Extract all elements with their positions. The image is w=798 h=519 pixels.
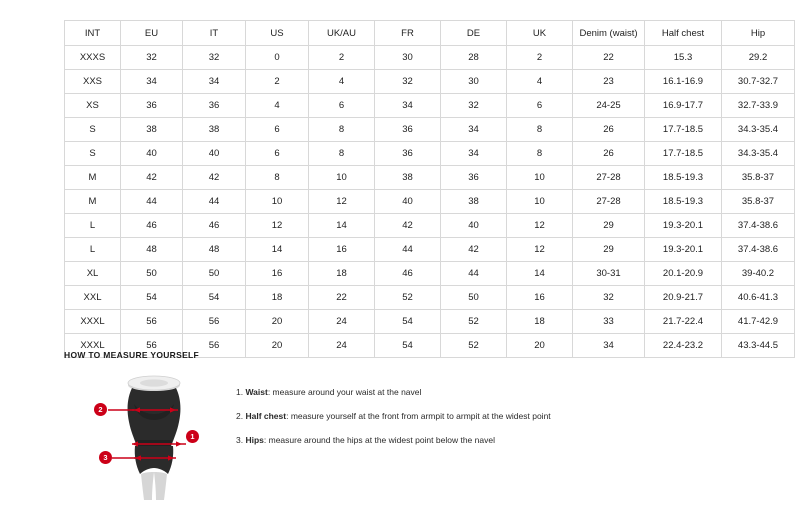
table-cell: 30 [375, 46, 441, 70]
table-cell: 44 [441, 262, 507, 286]
table-cell: 46 [183, 214, 246, 238]
table-cell: 6 [507, 94, 573, 118]
how-to-measure-title: HOW TO MEASURE YOURSELF [64, 350, 200, 360]
table-cell: 16.9-17.7 [645, 94, 722, 118]
table-cell: XXXL [65, 334, 121, 358]
table-cell: XL [65, 262, 121, 286]
table-cell: 37.4-38.6 [722, 238, 795, 262]
measure-step-text: : measure around your waist at the navel [267, 387, 422, 397]
table-cell: XS [65, 94, 121, 118]
table-cell: 48 [121, 238, 183, 262]
table-row [65, 70, 795, 94]
table-cell: 34.3-35.4 [722, 118, 795, 142]
table-row [65, 310, 795, 334]
table-cell: 8 [309, 142, 375, 166]
table-cell: 32 [573, 286, 645, 310]
table-header-cell: Denim (waist) [573, 21, 645, 46]
table-header-cell: FR [375, 21, 441, 46]
measure-step-text: : measure yourself at the front from armpit to armpit at the widest point [286, 411, 551, 421]
table-row [65, 118, 795, 142]
table-cell: XXS [65, 70, 121, 94]
table-cell: 8 [507, 118, 573, 142]
measure-step-number: 3. [236, 435, 244, 445]
table-cell: M [65, 166, 121, 190]
table-cell: 34 [375, 94, 441, 118]
table-cell: 56 [121, 334, 183, 358]
measure-step [236, 410, 726, 422]
table-cell: 24-25 [573, 94, 645, 118]
table-cell: 38 [375, 166, 441, 190]
table-cell: 4 [309, 70, 375, 94]
table-row [65, 166, 795, 190]
table-cell: 0 [246, 46, 309, 70]
table-cell: 50 [183, 262, 246, 286]
table-row [65, 262, 795, 286]
table-cell: 10 [246, 190, 309, 214]
table-cell: 30 [441, 70, 507, 94]
table-cell: M [65, 190, 121, 214]
table-header-cell: UK/AU [309, 21, 375, 46]
table-cell: 43.3-44.5 [722, 334, 795, 358]
table-cell: 46 [375, 262, 441, 286]
table-cell: 34.3-35.4 [722, 142, 795, 166]
table-cell: 27-28 [573, 166, 645, 190]
table-cell: 22 [309, 286, 375, 310]
table-cell: 50 [121, 262, 183, 286]
table-cell: 48 [183, 238, 246, 262]
measure-step-text: : measure around the hips at the widest point below the navel [263, 435, 495, 445]
table-cell: 8 [309, 118, 375, 142]
table-cell: 46 [121, 214, 183, 238]
table-cell: 4 [246, 94, 309, 118]
table-cell: 20 [246, 334, 309, 358]
table-cell: 52 [441, 310, 507, 334]
table-cell: 56 [183, 334, 246, 358]
table-cell: 35.8-37 [722, 190, 795, 214]
how-to-measure-section [64, 350, 734, 504]
table-cell: 29 [573, 214, 645, 238]
measure-badge-3: 3 [99, 451, 112, 464]
table-cell: 16 [246, 262, 309, 286]
table-cell: 20.1-20.9 [645, 262, 722, 286]
table-cell: 10 [507, 190, 573, 214]
table-cell: 27-28 [573, 190, 645, 214]
how-to-measure-body [64, 374, 734, 504]
table-header-cell: US [246, 21, 309, 46]
table-cell: 52 [441, 334, 507, 358]
measure-steps-list [236, 386, 726, 458]
table-cell: 18 [246, 286, 309, 310]
table-cell: 28 [441, 46, 507, 70]
table-cell: 14 [309, 214, 375, 238]
table-cell: 2 [309, 46, 375, 70]
table-cell: 18.5-19.3 [645, 166, 722, 190]
table-cell: 10 [309, 166, 375, 190]
table-cell: L [65, 214, 121, 238]
table-cell: L [65, 238, 121, 262]
table-cell: 34 [441, 118, 507, 142]
table-header-cell: UK [507, 21, 573, 46]
table-header-cell: Half chest [645, 21, 722, 46]
table-cell: 40 [183, 142, 246, 166]
table-cell: 42 [441, 238, 507, 262]
table-cell: 23 [573, 70, 645, 94]
mannequin-figure-icon [98, 374, 218, 504]
table-cell: 12 [309, 190, 375, 214]
table-cell: 40 [121, 142, 183, 166]
table-cell: S [65, 118, 121, 142]
table-cell: 16 [507, 286, 573, 310]
table-cell: 33 [573, 310, 645, 334]
table-cell: 16.1-16.9 [645, 70, 722, 94]
table-cell: 34 [121, 70, 183, 94]
table-cell: 34 [183, 70, 246, 94]
table-row [65, 214, 795, 238]
table-cell: 42 [121, 166, 183, 190]
table-header-row [65, 21, 795, 46]
table-cell: 12 [507, 238, 573, 262]
table-row [65, 142, 795, 166]
measure-badge-1: 1 [186, 430, 199, 443]
table-cell: 26 [573, 142, 645, 166]
table-cell: 54 [183, 286, 246, 310]
table-cell: 40 [375, 190, 441, 214]
table-cell: 17.7-18.5 [645, 118, 722, 142]
table-row [65, 286, 795, 310]
table-cell: 18 [309, 262, 375, 286]
table-cell: 16 [309, 238, 375, 262]
table-row [65, 190, 795, 214]
table-cell: 18 [507, 310, 573, 334]
table-cell: 42 [375, 214, 441, 238]
table-cell: 32 [183, 46, 246, 70]
table-cell: 41.7-42.9 [722, 310, 795, 334]
table-cell: 18.5-19.3 [645, 190, 722, 214]
table-cell: 15.3 [645, 46, 722, 70]
measure-step-term: Half chest [245, 411, 287, 421]
measure-badge-2: 2 [94, 403, 107, 416]
table-cell: 6 [246, 118, 309, 142]
table-cell: 19.3-20.1 [645, 238, 722, 262]
table-cell: 56 [183, 310, 246, 334]
table-cell: 44 [183, 190, 246, 214]
table-cell: 20 [507, 334, 573, 358]
table-cell: 4 [507, 70, 573, 94]
table-cell: 35.8-37 [722, 166, 795, 190]
size-chart-table [64, 20, 795, 358]
table-cell: 36 [121, 94, 183, 118]
table-cell: 21.7-22.4 [645, 310, 722, 334]
table-cell: 14 [246, 238, 309, 262]
table-cell: 26 [573, 118, 645, 142]
measure-step-number: 2. [236, 411, 244, 421]
table-cell: 14 [507, 262, 573, 286]
table-cell: 6 [246, 142, 309, 166]
size-chart-table-wrapper [64, 20, 779, 358]
table-cell: 36 [375, 118, 441, 142]
table-header-cell: EU [121, 21, 183, 46]
table-cell: 32.7-33.9 [722, 94, 795, 118]
table-cell: 50 [441, 286, 507, 310]
table-cell: 8 [507, 142, 573, 166]
table-cell: 38 [441, 190, 507, 214]
table-header-cell: IT [183, 21, 246, 46]
table-cell: 52 [375, 286, 441, 310]
table-cell: 29.2 [722, 46, 795, 70]
table-cell: 39-40.2 [722, 262, 795, 286]
table-cell: XXL [65, 286, 121, 310]
measure-step-number: 1. [236, 387, 244, 397]
table-cell: 32 [375, 70, 441, 94]
table-cell: XXXS [65, 46, 121, 70]
mannequin-illustration [98, 374, 218, 504]
table-cell: 10 [507, 166, 573, 190]
measure-step-term: Waist [245, 387, 268, 397]
table-header-cell: Hip [722, 21, 795, 46]
table-cell: 2 [246, 70, 309, 94]
table-cell: 38 [183, 118, 246, 142]
table-cell: 40.6-41.3 [722, 286, 795, 310]
table-cell: 32 [441, 94, 507, 118]
table-cell: 24 [309, 310, 375, 334]
table-cell: 44 [375, 238, 441, 262]
table-cell: 38 [121, 118, 183, 142]
table-cell: 2 [507, 46, 573, 70]
table-cell: 20.9-21.7 [645, 286, 722, 310]
table-cell: 30-31 [573, 262, 645, 286]
table-row [65, 46, 795, 70]
table-cell: 56 [121, 310, 183, 334]
table-cell: 22.4-23.2 [645, 334, 722, 358]
measure-step [236, 386, 726, 398]
table-cell: 36 [441, 166, 507, 190]
measure-step [236, 434, 726, 446]
table-cell: 30.7-32.7 [722, 70, 795, 94]
table-cell: 42 [183, 166, 246, 190]
table-cell: 40 [441, 214, 507, 238]
table-cell: 54 [375, 334, 441, 358]
table-cell: 24 [309, 334, 375, 358]
table-cell: 44 [121, 190, 183, 214]
table-cell: S [65, 142, 121, 166]
table-header-cell: DE [441, 21, 507, 46]
table-cell: 29 [573, 238, 645, 262]
table-cell: 34 [441, 142, 507, 166]
table-cell: 22 [573, 46, 645, 70]
table-cell: 36 [183, 94, 246, 118]
table-cell: 19.3-20.1 [645, 214, 722, 238]
table-cell: 12 [246, 214, 309, 238]
table-cell: 37.4-38.6 [722, 214, 795, 238]
table-cell: 12 [507, 214, 573, 238]
table-cell: XXXL [65, 310, 121, 334]
table-header-cell: INT [65, 21, 121, 46]
table-cell: 54 [121, 286, 183, 310]
table-row [65, 238, 795, 262]
table-cell: 17.7-18.5 [645, 142, 722, 166]
table-cell: 8 [246, 166, 309, 190]
table-row [65, 94, 795, 118]
table-cell: 6 [309, 94, 375, 118]
table-cell: 32 [121, 46, 183, 70]
measure-step-term: Hips [245, 435, 264, 445]
table-cell: 34 [573, 334, 645, 358]
table-cell: 36 [375, 142, 441, 166]
table-cell: 54 [375, 310, 441, 334]
table-cell: 20 [246, 310, 309, 334]
